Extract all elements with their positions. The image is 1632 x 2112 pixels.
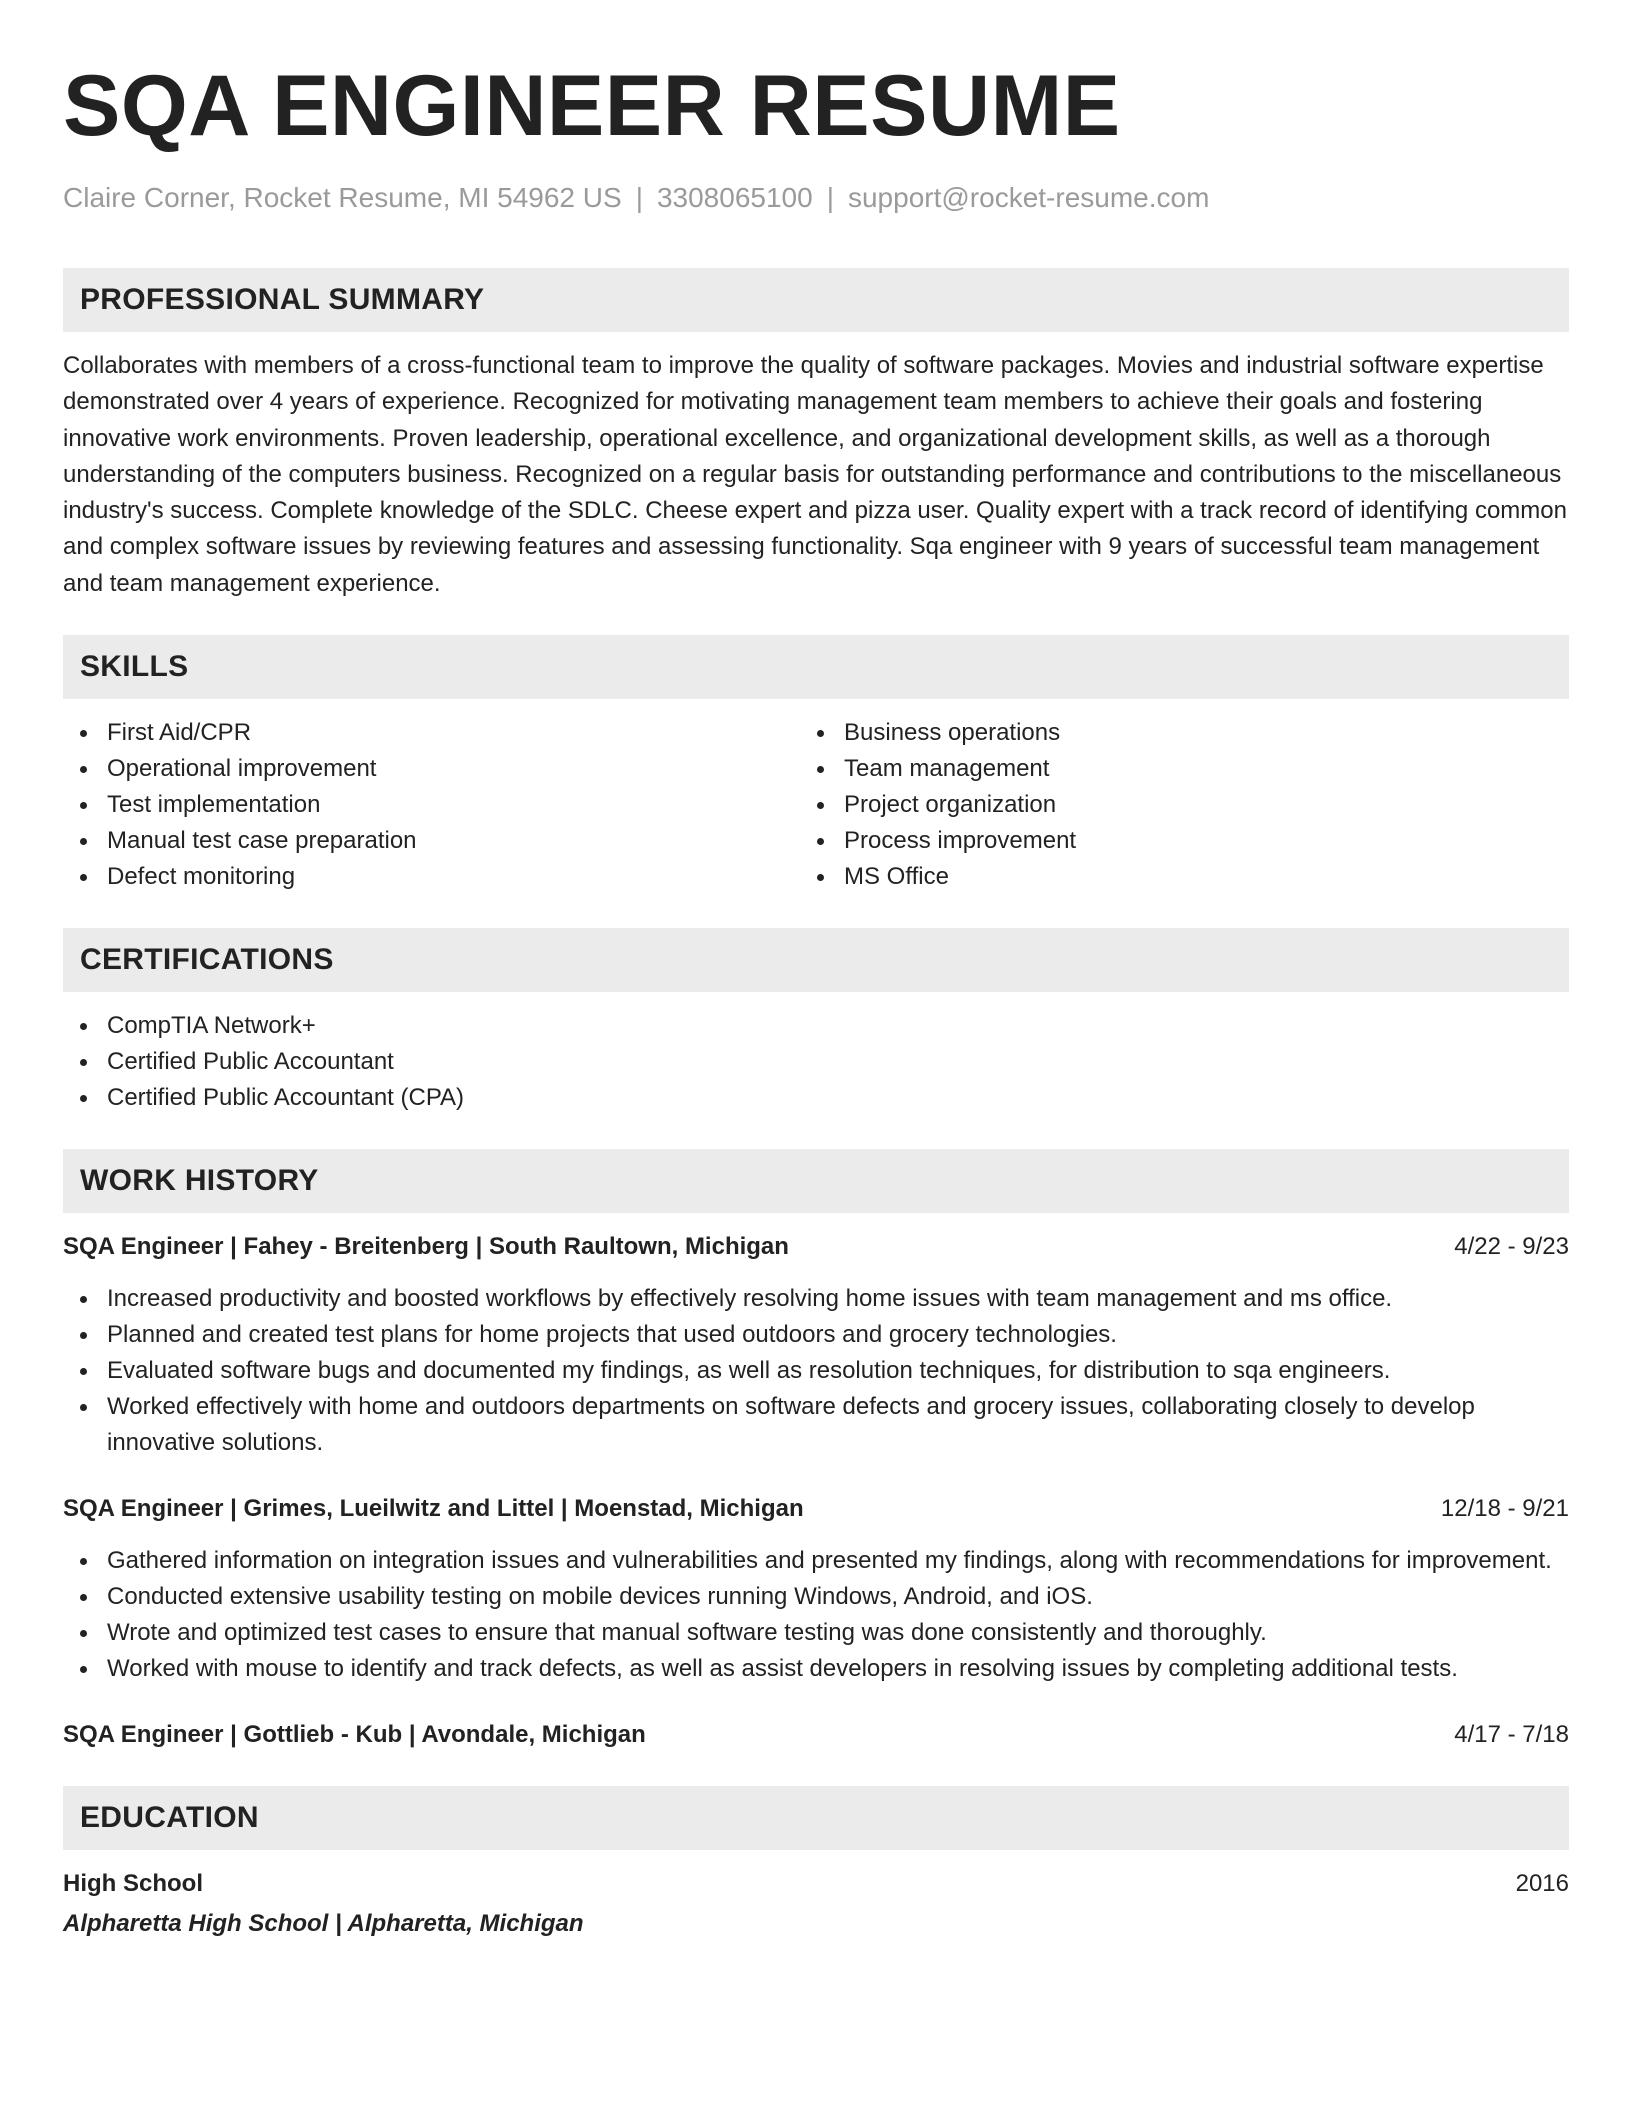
skill-item: Test implementation [63,787,800,823]
job-header [63,1491,1569,1527]
job-header [63,1717,1569,1753]
job-bullet: Worked effectively with home and outdoors departments on software defects and grocery issues, collaborating closely to develop innovative solutions. [63,1389,1569,1461]
job-entry [63,1491,1569,1687]
education-header [63,1866,1569,1902]
job-bullet: Worked with mouse to identify and track defects, as well as assist developers in resolving issues by completing additional tests. [63,1651,1569,1687]
skill-item: Defect monitoring [63,859,800,895]
contact-line [63,180,1569,216]
job-dates: 4/22 - 9/23 [1454,1233,1569,1261]
education-degree: High School [63,1870,203,1898]
job-bullet: Increased productivity and boosted workflows by effectively resolving home issues with team management and ms office. [63,1281,1569,1317]
education-entry [63,1866,1569,1942]
skill-item: MS Office [800,859,1537,895]
job-header [63,1229,1569,1265]
job-title: SQA Engineer | Gottlieb - Kub | Avondale, Michigan [63,1721,646,1749]
certifications-list [63,1008,1569,1116]
job-entry [63,1717,1569,1753]
skills-column-left [63,715,800,895]
skill-item: Team management [800,751,1537,787]
job-bullet: Conducted extensive usability testing on mobile devices running Windows, Android, and iOS. [63,1579,1569,1615]
contact-phone: 3308065100 [656,182,813,213]
skills-column-right [800,715,1537,895]
certifications-heading: CERTIFICATIONS [63,928,1569,992]
resume-title: SQA ENGINEER RESUME [63,58,1121,154]
certification-item: Certified Public Accountant (CPA) [63,1080,1569,1116]
contact-separator: | [826,182,834,213]
contact-address: Claire Corner, Rocket Resume, MI 54962 US [63,182,622,213]
job-bullet: Evaluated software bugs and documented my findings, as well as resolution techniques, for distribution to sqa engineers. [63,1353,1569,1389]
job-title: SQA Engineer | Fahey - Breitenberg | South Raultown, Michigan [63,1233,789,1261]
job-dates: 4/17 - 7/18 [1454,1721,1569,1749]
skill-item: Project organization [800,787,1537,823]
contact-email: support@rocket-resume.com [847,182,1210,213]
job-bullets [63,1543,1569,1687]
summary-heading: PROFESSIONAL SUMMARY [63,268,1569,332]
skill-item: Manual test case preparation [63,823,800,859]
skills-heading: SKILLS [63,635,1569,699]
certification-item: Certified Public Accountant [63,1044,1569,1080]
job-bullet: Gathered information on integration issues and vulnerabilities and presented my findings, along with recommendations for improvement. [63,1543,1569,1579]
certification-item: CompTIA Network+ [63,1008,1569,1044]
work-history-heading: WORK HISTORY [63,1149,1569,1213]
summary-text: Collaborates with members of a cross-functional team to improve the quality of software packages. Movies and industrial software expertise demonstrated over 4 years of experience. Recognized for motivating management team members to achieve their goals and fostering innovative work environments. Proven leadership, operational excellence, and organizational development skills, as well as a thorough understanding of the computers business. Recognized on a regular basis for outstanding performance and contributions to the miscellaneous industry's success. Complete knowledge of the SDLC. Cheese expert and pizza user. Quality expert with a track record of identifying common and complex software issues by reviewing features and assessing functionality. Sqa engineer with 9 years of successful team management and team management experience. [63,352,1567,597]
job-dates: 12/18 - 9/21 [1440,1495,1569,1523]
contact-separator: | [635,182,643,213]
job-title: SQA Engineer | Grimes, Lueilwitz and Littel | Moenstad, Michigan [63,1495,804,1523]
job-entry [63,1229,1569,1461]
job-bullet: Planned and created test plans for home projects that used outdoors and grocery technologies. [63,1317,1569,1353]
skill-item: Process improvement [800,823,1537,859]
job-bullets [63,1281,1569,1461]
education-school: Alpharetta High School | Alpharetta, Michigan [63,1910,584,1938]
job-bullet: Wrote and optimized test cases to ensure that manual software testing was done consistently and thoroughly. [63,1615,1569,1651]
skill-item: Operational improvement [63,751,800,787]
skill-item: Business operations [800,715,1537,751]
skill-item: First Aid/CPR [63,715,800,751]
skills-list [63,715,1569,895]
education-heading: EDUCATION [63,1786,1569,1850]
education-year: 2016 [1515,1870,1569,1898]
